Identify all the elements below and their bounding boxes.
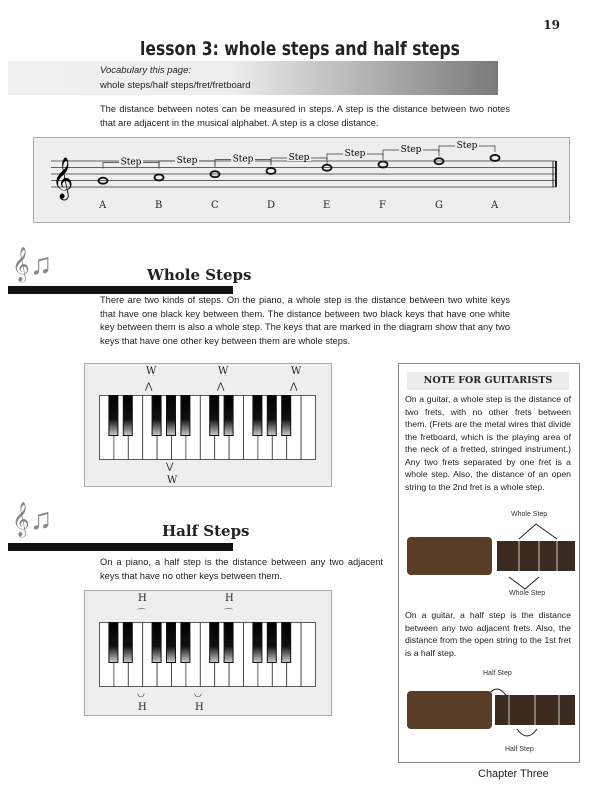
black-key	[181, 396, 190, 436]
note-name: A	[491, 200, 499, 211]
step-mark-label: W	[146, 366, 157, 377]
whole-note	[155, 174, 164, 180]
music-notes-icon: 𝄞♫	[12, 248, 53, 281]
black-key	[167, 396, 176, 436]
note-for-guitarists-box	[398, 363, 580, 763]
note-name: A	[99, 200, 107, 211]
black-key	[152, 623, 161, 663]
whole-step-label-top: Whole Step	[511, 511, 548, 518]
page-number: 19	[543, 18, 560, 32]
note-name: D	[267, 200, 276, 211]
step-mark-label: H	[225, 593, 234, 604]
section-bar	[8, 286, 233, 294]
chevron-icon: ⋀	[145, 381, 153, 391]
note-name: E	[323, 200, 331, 211]
step-label: Step	[176, 156, 198, 166]
step-label: Step	[288, 153, 310, 163]
guitar-whole-step-text: On a guitar, a whole step is the distance of two frets, with no other frets between them. (Frets are the metal wires that divide the fretboard, which is the playing area of the neck of a fretted, stringed instrument.) Any two frets separated by one fret is a whole step. Also, the distance of an open string to the 2nd fret is a whole step.	[405, 394, 571, 492]
arc-icon: ◡	[194, 688, 202, 698]
black-key	[282, 623, 291, 663]
music-notes-icon: 𝄞♫	[12, 503, 53, 536]
guitar-half-step-text: On a guitar, a half step is the distance between any two adjacent frets. Also, the distance from the open string to the 1st fret is a half step.	[405, 610, 571, 658]
black-key	[152, 396, 161, 436]
step-label: Step	[400, 145, 422, 155]
chapter-footer: Chapter Three	[478, 768, 549, 780]
step-mark-label: H	[138, 593, 147, 604]
step-label: Step	[232, 154, 254, 165]
half-step-label-bottom: Half Step	[505, 746, 534, 753]
half-steps-heading: Half Steps	[162, 522, 250, 540]
section-bar	[8, 543, 233, 551]
treble-clef-icon: 𝄞	[52, 158, 74, 199]
step-label: Step	[456, 141, 478, 151]
black-key	[109, 396, 118, 436]
black-key	[224, 623, 233, 663]
black-key	[267, 396, 276, 436]
guitar-half-step-illustration	[399, 679, 579, 744]
white-key	[301, 396, 315, 460]
black-key	[282, 396, 291, 436]
whole-step-label-bottom: Whole Step	[509, 590, 546, 597]
step-label: Step	[344, 149, 366, 159]
vocabulary-banner	[8, 61, 498, 95]
step-label: Step	[120, 157, 142, 168]
step-mark-label: H	[138, 702, 147, 713]
black-key	[167, 623, 176, 663]
black-key	[123, 623, 132, 663]
arc-icon: ◡	[137, 688, 145, 698]
black-key	[253, 623, 262, 663]
note-name: B	[155, 200, 163, 211]
whole-note	[267, 168, 276, 174]
black-key	[123, 396, 132, 436]
whole-note	[379, 161, 388, 167]
whole-step-keyboard-diagram	[84, 363, 332, 487]
black-key	[267, 623, 276, 663]
step-mark-label: W	[167, 475, 178, 486]
black-key	[253, 396, 262, 436]
staff-diagram	[33, 137, 570, 223]
whole-steps-text: There are two kinds of steps. On the piano, a whole step is the distance between two white keys that have one black key between them. The distance between two black keys that have one white key between them is also a whole step. The keys that are marked in the diagram show that any two keys that have one other key between them are whole steps.	[100, 295, 510, 346]
half-steps-text: On a piano, a half step is the distance between any two adjacent keys that have no other keys between them.	[100, 557, 383, 581]
note-heading: NOTE FOR GUITARISTS	[407, 372, 569, 390]
arc-icon: ⌒	[224, 608, 234, 618]
note-name: G	[435, 200, 443, 211]
note-name: C	[211, 200, 219, 211]
black-key	[224, 396, 233, 436]
piano-keyboard	[99, 395, 317, 461]
black-key	[109, 623, 118, 663]
step-mark-label: H	[195, 702, 204, 713]
black-key	[210, 396, 219, 436]
vocab-terms: whole steps/half steps/fret/fretboard	[100, 80, 251, 91]
black-key	[181, 623, 190, 663]
step-mark-label: W	[218, 366, 229, 377]
music-staff	[34, 138, 569, 222]
intro-text: The distance between notes can be measured in steps. A step is the distance between two notes that are adjacent in the musical alphabet. A step is a close distance.	[100, 104, 510, 128]
guitar-whole-step-illustration	[399, 519, 579, 594]
half-step-label-top: Half Step	[483, 670, 512, 677]
vocab-label: Vocabulary this page:	[100, 65, 192, 76]
step-mark-label: W	[291, 366, 302, 377]
half-step-keyboard-diagram	[84, 590, 332, 716]
piano-keyboard	[99, 622, 317, 688]
whole-note	[491, 155, 500, 161]
chevron-icon: ⋀	[217, 381, 225, 391]
white-key	[301, 623, 315, 687]
whole-steps-heading: Whole Steps	[147, 266, 252, 284]
arc-icon: ⌒	[137, 608, 147, 618]
note-name: F	[379, 200, 386, 211]
black-key	[210, 623, 219, 663]
page-title: lesson 3: whole steps and half steps	[140, 38, 460, 60]
chevron-icon: ⋁	[166, 461, 174, 471]
chevron-icon: ⋀	[290, 381, 298, 391]
